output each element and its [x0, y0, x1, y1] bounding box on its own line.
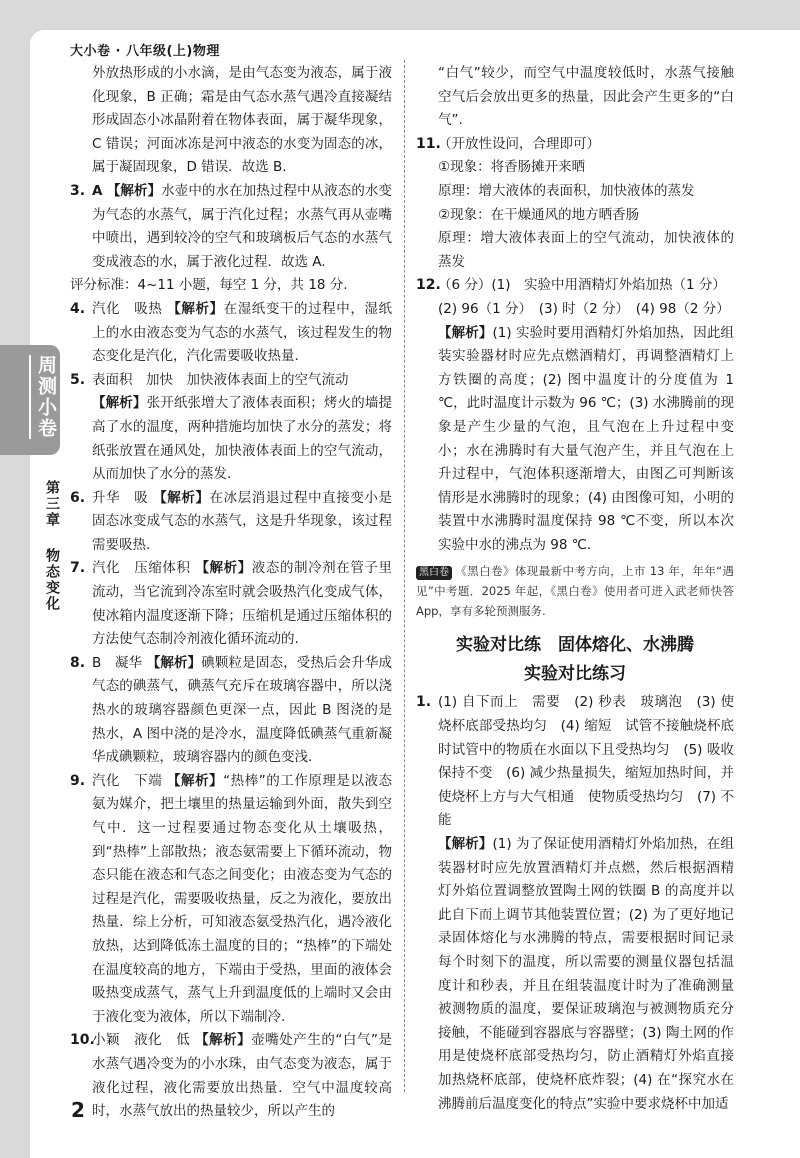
question-number: 4.	[70, 300, 86, 317]
question-3	[70, 180, 392, 274]
q11-intro: （开放性设问，合理即可）	[438, 135, 600, 152]
analysis-tag: 【解析】	[195, 560, 252, 577]
answer: 升华 吸	[92, 489, 149, 506]
right-column	[416, 62, 748, 1116]
analysis-tag: 【解析】	[106, 182, 162, 199]
analysis-text: (1) 为了保证使用酒精灯外焰加热，在组装器材时应先放置酒精灯并点燃，然后根据酒精灯外焰位置调整放置陶土网的铁圈 B 的高度并以此自下而上调节其他装置位置；(2) 为了更好地记录固体熔化与水沸腾的特点，需要根据时间记录每个时刻下的温度，所以需要的测量仪器包括温度计和秒表，并且在组装温度计时为了准确测量被测物质的温度，要保证玻璃泡与被测物质充分接触，不能碰到容器底与容器壁；(3) 陶土网的作用是使烧杯底部受热均匀，防止酒精灯外焰直接加热烧杯底部，使烧杯底炸裂；(4) 在“探究水在沸腾前后温度变化的特点”实验中要求烧杯中加适	[438, 836, 734, 1112]
analysis-text: 碘颗粒是固态，受热后会升华成气态的碘蒸气，碘蒸气充斥在玻璃容器中，所以浇热水的玻璃容器颜色更深一点，因此 B 图浇的是热水，A 图中浇的是冷水，温度降低碘蒸气重新凝华成碘颗粒，玻璃容器内的颜色变浅.	[92, 654, 393, 766]
question-number: 12.	[416, 277, 441, 294]
answer: 表面积 加快 加快液体表面上的空气流动	[92, 371, 349, 388]
analysis-text: 液态的制冷剂在管子里流动，当它流到冷冻室时就会吸热汽化变成气体，使冰箱内温度逐渐下降；压缩机是通过压缩体积的方法使气态制冷剂液化循环流动的.	[92, 560, 393, 648]
question-number: 3.	[70, 182, 86, 199]
question-number: 7.	[70, 560, 86, 577]
chapter-subtitle: 物态变化	[44, 548, 60, 612]
question-7	[70, 557, 392, 651]
analysis-tag: 【解析】	[438, 324, 493, 341]
question-5	[70, 369, 392, 487]
answer: A	[92, 182, 103, 199]
chapter-label: 第三章	[44, 480, 60, 528]
analysis-text: 壶嘴处产生的“白气”是水蒸气遇冷变为的小水珠，由气态变为液态，属于液化过程，液化需要放出热量．空气中温度较高时，水蒸气放出的热量较少，所以产生的	[92, 1032, 393, 1120]
page-header: 大小卷 · 八年级(上)物理	[70, 44, 220, 59]
analysis-tag: 【解析】	[195, 1032, 252, 1049]
heibaijuan-logo: 黑白卷	[416, 566, 452, 580]
answer: 汽化 下端	[92, 772, 163, 789]
question-9	[70, 770, 392, 1030]
q11-line: ①现象：将香肠摊开来晒	[438, 159, 586, 176]
question-6	[70, 487, 392, 558]
analysis-tag: 【解析】	[146, 654, 202, 671]
analysis-text: 张开纸张增大了液体表面积；烤火的墙提高了水的温度，两种措施均加快了水分的蒸发；将纸张放置在通风处，加快液体表面上的空气流动，从而加快了水分的蒸发.	[92, 395, 393, 483]
analysis-text: 在湿纸变干的过程中，湿纸上的水由液态变为气态的水蒸气，该过程发生的物态变化是汽化，汽化需要吸收热量.	[92, 300, 393, 365]
answer: 汽化 压缩体积	[92, 560, 191, 577]
page-number: 2	[71, 1098, 85, 1122]
section-title: 实验对比练 固体熔化、水沸腾	[456, 635, 694, 656]
answer: 汽化 吸热	[92, 300, 163, 317]
analysis-tag: 【解析】	[153, 489, 210, 506]
left-column	[70, 62, 392, 1124]
answer: B 凝华	[92, 654, 143, 671]
answer-line: （6 分）(1) 实验中用酒精灯外焰加热（1 分）	[438, 277, 726, 294]
column-divider	[404, 60, 405, 1092]
promo-text: 《黑白卷》体现最新中考方向，上市 13 年，年年“遇见”中考题．2025 年起，《黑白卷》使用者可进入武老师快答 App，享有多轮预测服务.	[416, 564, 734, 619]
question-number: 5.	[70, 371, 86, 388]
question-number: 10.	[70, 1032, 95, 1049]
section-subtitle: 实验对比练习	[524, 664, 626, 685]
answer: 小颖 液化 低	[92, 1032, 191, 1049]
q11-line: 原理：增大液体表面上的空气流动，加快液体的蒸发	[438, 230, 734, 270]
side-tab-label: 周测小卷	[38, 355, 60, 439]
analysis-text: (1) 实验时要用酒精灯外焰加热，因此组装实验器材时应先点燃酒精灯，再调整酒精灯上方铁圈的高度；(2) 图中温度计的分度值为 1 ℃，此时温度计示数为 96 ℃；(3) 水沸腾前的现象是产生少量的气泡，且气泡在上升过程中变小；水在沸腾时有大量气泡产生，并且气泡在上升过程中，气泡体积逐渐增大，由图乙可判断该情形是水沸腾时的现象；(4) 由图像可知，小明的装置中水沸腾时温度保持 98 ℃不变，所以本次实验中水的沸点为 98 ℃.	[438, 324, 734, 553]
question-4	[70, 298, 392, 369]
question-number: 1.	[416, 694, 432, 711]
scoring-standard: 评分标准：4~11 小题，每空 1 分，共 18 分.	[70, 277, 348, 294]
answer: (1) 自下而上 需要 (2) 秒表 玻璃泡 (3) 使烧杯底部受热均匀 (4) 缩短 试管不接触烧杯底时试管中的物质在水面以下且受热均匀 (5) 吸收 保持不变 (6) 减少热量损失，缩短加热时间，并使烧杯上方与大气相通 使物质受热均匀 (7) 不能	[438, 694, 748, 829]
question-10	[70, 1029, 392, 1123]
question-number: 9.	[70, 772, 86, 789]
question-11	[416, 133, 734, 275]
analysis-text: 在冰层消退过程中直接变小是固态冰变成气态的水蒸气，这是升华现象，该过程需要吸热.	[92, 489, 393, 553]
analysis-text: “热棒”的工作原理是以液态氨为媒介，把土壤里的热量运输到外面，散失到空气中．这一过程要通过物态变化从土壤吸热，到“热棒”上部散热；液态氨需要上下循环流动，物态只能在液态和气态之间变化；由液态变为气态的过程是汽化，需要吸收热量，反之为液化，要放出热量．综上分析，可知液态氨受热汽化，遇冷液化放热，达到降低冻土温度的目的；“热棒”的下端处在温度较高的地方，下端由于受热，里面的液体会吸热变成蒸气，蒸气上升到温度低的上端时又会由于液化变为液体，所以下端制冷.	[92, 772, 393, 1025]
continuation-text: 外放热形成的小水滴，是由气态变为液态，属于液化现象，B 正确；霜是由气态水蒸气遇冷直接凝结形成固态小冰晶附着在物体表面，属于凝华现象，C 错误；河面冰冻是河中液态的水变为固态的冰，属于凝固现象，D 错误．故选 B.	[92, 65, 392, 176]
question-number: 8.	[70, 654, 86, 671]
analysis-tag: 【解析】	[167, 772, 224, 789]
analysis-text: 水壶中的水在加热过程中从液态的水变为气态的水蒸气，属于汽化过程；水蒸气再从壶嘴中喷出，遇到较冷的空气和玻璃板后气态的水蒸气变成液态的水，属于液化过程．故选 A.	[92, 182, 393, 270]
practice-question-1	[416, 691, 748, 1116]
question-number: 11.	[416, 135, 441, 152]
continuation-text: “白气”较少，而空气中温度较低时，水蒸气接触空气后会放出更多的热量，因此会产生更多的“白气”.	[438, 65, 734, 129]
analysis-tag: 【解析】	[92, 395, 147, 412]
question-12	[416, 274, 734, 557]
question-8	[70, 652, 392, 770]
q11-line: ②现象：在干燥通风的地方晒香肠	[438, 206, 640, 223]
question-number: 6.	[70, 489, 86, 506]
analysis-tag: 【解析】	[438, 836, 493, 853]
q11-line: 原理：增大液体的表面积，加快液体的蒸发	[438, 182, 695, 199]
analysis-tag: 【解析】	[167, 300, 224, 317]
promo-note	[416, 561, 734, 621]
answer-line: (2) 96（1 分） (3) 时（2 分） (4) 98（2 分）	[438, 300, 730, 317]
